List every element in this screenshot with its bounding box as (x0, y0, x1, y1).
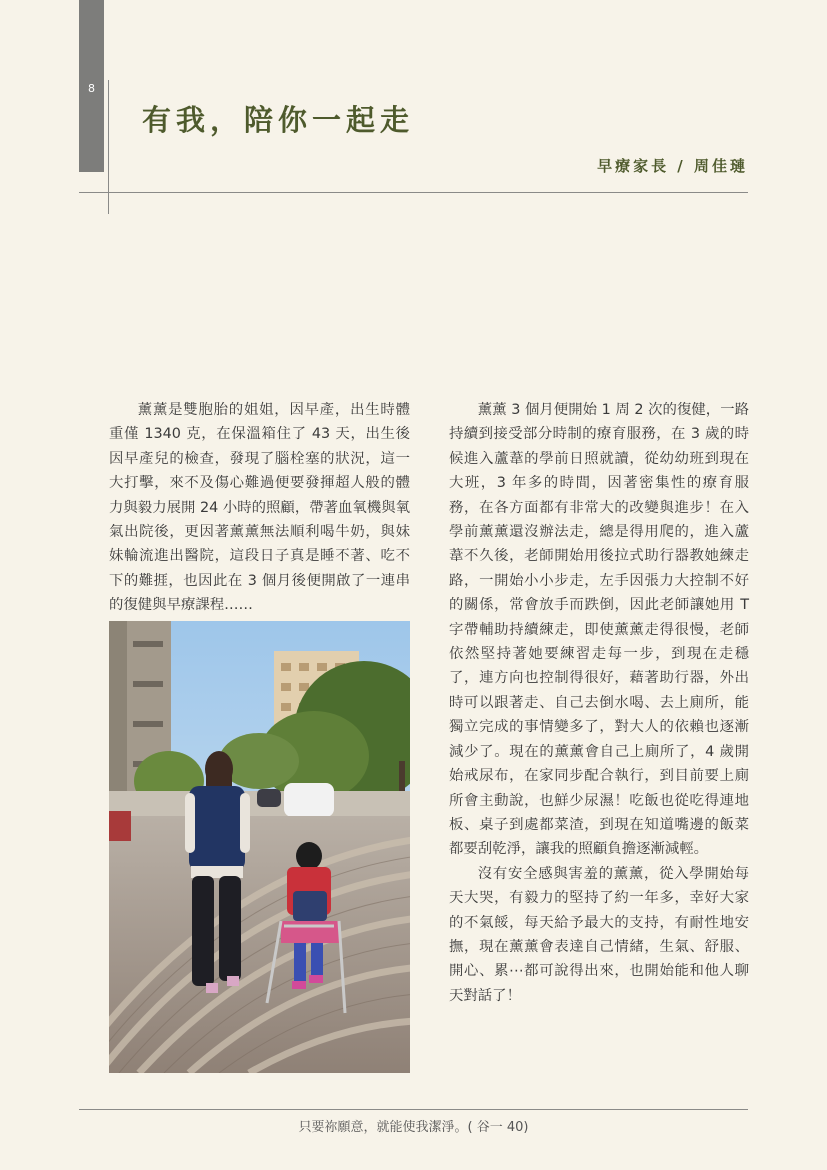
header-rule (79, 192, 748, 193)
vertical-rule (108, 80, 109, 214)
article-paragraph: 沒有安全感與害羞的薰薰，從入學開始每天大哭，有毅力的堅持了約一年多，幸好大家的不氣餒，每天給予最大的支持，有耐性地安撫，現在薰薰會表達自己情緒，生氣、舒服、開心、累⋯都可說得出來，也開始能和他人聊天對話了！ (449, 865, 749, 1004)
page-number: 8 (88, 82, 95, 95)
footer-rule (79, 1109, 748, 1110)
footer-verse: 只要祢願意，就能使我潔淨。( 谷一 40) (298, 1120, 529, 1135)
photo-illustration (109, 621, 410, 1073)
article-column-right (449, 398, 749, 1008)
article-paragraph: 薰薰是雙胞胎的姐姐，因早產，出生時體重僅 1340 克，在保溫箱住了 43 天，出生後因早產兒的檢查，發現了腦栓塞的狀況，這一大打擊，來不及傷心難過便要發揮超人般的體力與毅力展開 24 小時的照顧，帶著血氧機與氧氣出院後，更因著薰薰無法順利喝牛奶，與妹妹輪流進出醫院，這段日子真是睡不著、吃不下的難捱，也因此在 3 個月後便開啟了一連串的復健與早療課程…… (109, 402, 410, 614)
article-title: 有我，陪你一起走 (142, 103, 415, 137)
article-photo (109, 621, 410, 1073)
article-paragraph: 薰薰 3 個月便開始 1 周 2 次的復健，一路持續到接受部分時制的療育服務，在 3 歲的時候進入蘆葦的學前日照就讀，從幼幼班到現在大班，3 年多的時間，因著密集性的療育服務，在各方面都有非常大的改變與進步！在入學前薰薰還沒辦法走，總是得用爬的，進入蘆葦不久後，老師開始用後拉式助行器教她練走路，一開始小小步走，左手因張力大控制不好的關係，常會放手而跌倒，因此老師讓她用 T 字帶輔助持續練走，即使薰薰走得很慢，老師依然堅持著她要練習走每一步，到現在走穩了，連方向也控制得很好，藉著助行器，外出時可以跟著走、自己去倒水喝、去上廁所，能獨立完成的事情變多了，對大人的依賴也逐漸減少了。現在的薰薰會自己上廁所了，4 歲開始戒尿布，在家同步配合執行，到目前要上廁所會主動說，也鮮少尿濕！吃飯也從吃得連地板、桌子到處都菜渣，到現在知道嘴邊的飯菜都要刮乾淨，讓我的照顧負擔逐漸減輕。 (449, 402, 749, 858)
article-column-left (109, 398, 410, 618)
article-byline: 早療家長 / 周佳璉 (597, 157, 748, 175)
